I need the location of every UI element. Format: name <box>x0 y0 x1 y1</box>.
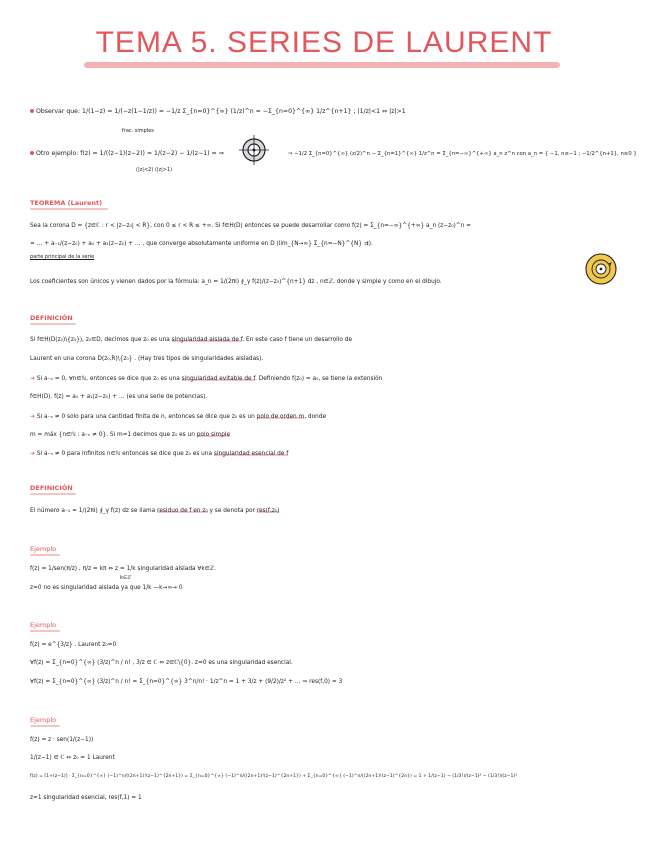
intro-observe-text: Observar que: 1/(1−z) = 1/(−z(1−1/z)) = −1/z Σ_{n=0}^{∞} (1/z)^n = −Σ_{n=0}^{∞} 1/z^{n+1} ; |1/z|<1 ⇔ |z|>1 <box>36 108 406 115</box>
definition1-line-1 <box>30 336 352 344</box>
definition2-line <box>30 507 279 515</box>
example1-line-1: f(z) = 1/sen(π/z) , π/z = kπ ⇔ z = 1/k singularidad aislada ∀k∈ℤ. <box>30 566 216 572</box>
definition1-text: . En este caso f tiene un desarrollo de <box>242 337 353 343</box>
intro-example-line <box>30 150 224 158</box>
definition1-text: , donde <box>304 414 327 420</box>
arrow-bullet-icon: ➔ <box>30 451 35 457</box>
highlight-residue: residuo de f en z₀ <box>157 508 208 514</box>
example2-line-2: ∀f(z) = Σ_{n=0}^{∞} (3/z)^n / n! , 3/z ∈ ℂ ⇔ z∈ℂ\{0}. z=0 es una singularidad esencial. <box>30 660 293 666</box>
example1-line-2: z=0 no es singularidad aislada ya que 1/k —k→∞→ 0 <box>30 585 183 591</box>
example2-line-1: f(z) = e^{3/z} . Laurent z₀=0 <box>30 642 117 648</box>
highlight-pole-order-m: polo de orden m <box>256 414 305 420</box>
definition2-text: y se denota por <box>207 508 257 514</box>
intro-example-text: Otro ejemplo: f(z) = 1/((z−1)(z−2)) = 1/(z−2) − 1/(z−1) = ⇒ <box>36 150 224 157</box>
page-title: TEMA 5. SERIES DE LAURENT <box>95 26 553 59</box>
crosshair-annulus-icon <box>238 134 270 170</box>
theorem-heading: TEOREMA (Laurent) <box>30 199 103 207</box>
example1-line-1-sub: k∈ℤ <box>120 575 131 581</box>
definition1-line-2: Laurent en una corona D(z₀,R)\{z₀} . (Hay tres tipos de singularidades aisladas). <box>30 356 264 362</box>
bullet-dot-icon <box>30 109 34 113</box>
example3-heading: Ejemplo <box>30 716 57 724</box>
definition1-bullet-1-line-2: f∈H(D). f(z) = a₀ + a₁(z−z₀) + … (es una serie de potencias). <box>30 394 208 400</box>
definition2-heading-rule <box>30 493 76 495</box>
highlight-res-notation: res(f,z₀) <box>256 508 280 514</box>
highlight-isolated-singularity: singularidad aislada de f <box>171 337 243 343</box>
definition1-bullet-2-line-2 <box>30 431 230 439</box>
example3-line-1: f(z) = z · sen(1/(z−1)) <box>30 737 94 743</box>
definition1-text: m = máx {n∈ℕ : a₋ₙ ≠ 0}. Si m=1 decimos que z₀ es un <box>30 432 195 438</box>
definition1-text: Si f∈H(D(z₀)\{z₀}), z₀∈D, decimos que z₀ es una <box>30 337 170 343</box>
theorem-principal-part: parte principal de la serie <box>30 254 95 260</box>
theorem-line-1: Sea la corona D = {z∈ℂ : r < |z−z₀| < R}, con 0 ≤ r < R ≤ +∞. Si f∈H(D) entonces se puede desarrollar como f(z) = Σ_{n=−∞}^{+∞} a_n (z−z₀)^n = <box>30 223 472 229</box>
highlight-removable-singularity: singularidad evitable de f <box>181 376 256 382</box>
definition2-text: El número a₋₁ = 1/(2πi) ∮_γ f(z) dz se llama <box>30 508 156 514</box>
example2-heading: Ejemplo <box>30 621 57 629</box>
definition1-bullet-2 <box>30 413 326 421</box>
definition1-bullet-1 <box>30 375 382 383</box>
theorem-line-4: Los coeficientes son únicos y vienen dados por la fórmula: a_n = 1/(2πi) ∮_γ f(z)/(z−z₀)^{n+1} dz , n∈ℤ, donde γ simple y como en el dibujo. <box>30 279 442 285</box>
highlight-simple-pole: polo simple <box>196 432 231 438</box>
example2-heading-rule <box>30 630 60 632</box>
title-underline <box>84 62 560 68</box>
example2-line-3: ∀f(z) = Σ_{n=0}^{∞} (3/z)^n / n! = Σ_{n=0}^{∞} 3^n/n! · 1/z^n = 1 + 3/z + (9/2)/z² + … ⇒ res(f,0) = 3 <box>30 679 343 685</box>
example-conditions: (|z|<2) (|z|>1) <box>136 167 173 173</box>
theorem-line-2: = … + a₋₁/(z−z₀) + a₀ + a₁(z−z₀) + … , que converge absolutamente uniforme en D (lim_{N→∞} Σ_{n=−N}^{N} ⇉). <box>30 241 373 247</box>
theorem-heading-rule <box>30 208 108 210</box>
arrow-bullet-icon: ➔ <box>30 414 35 420</box>
example3-heading-rule <box>30 725 60 727</box>
bullet-dot-icon <box>30 151 34 155</box>
highlight-essential-singularity: singularidad esencial de f <box>213 451 289 457</box>
example-note: frac. simples <box>122 128 154 134</box>
definition-heading-rule <box>30 323 76 325</box>
annulus-drawing-icon <box>584 252 618 290</box>
intro-observe-line <box>30 108 406 116</box>
definition-heading: DEFINICIÓN <box>30 314 73 322</box>
arrow-bullet-icon: ➔ <box>30 376 35 382</box>
definition1-text: . Definiendo f(z₀) = a₀, se tiene la extensión <box>255 376 383 382</box>
example1-heading: Ejemplo <box>30 545 57 553</box>
example1-heading-rule <box>30 554 60 556</box>
definition1-text: Si a₋ₙ ≠ 0 solo para una cantidad finita de n, entonces se dice que z₀ es un <box>36 414 255 420</box>
example3-line-2: 1/(z−1) ∈ ℂ ⇔ z₀ = 1 Laurent <box>30 755 115 761</box>
example3-line-3: f(z) = [1+(z−1)] · Σ_{n=0}^{∞} (−1)^n/((2n+1)!(z−1)^{2n+1}) = Σ_{n=0}^{∞} (−1)^n/((2n+1)!(z−1)^{2n+1}) + Σ_{n=0}^{∞} (−1)^n/((2n+1)!(z−1)^{2n}) = 1 + 1/(z−1) − (1/3!)/(z−1)² − (1/3!)/(z−1)³ <box>30 774 518 779</box>
intro-example-result: ⇒ −1/2 Σ_{n=0}^{∞} (z/2)^n − Σ_{n=1}^{∞} 1/z^n = Σ_{n=−∞}^{+∞} a_n z^n con a_n = { −1, n≤−1 ; −1/2^{n+1}, n≥0 } <box>288 151 637 157</box>
definition1-text: Si a₋ₙ ≠ 0 para infinitos n∈ℕ entonces se dice que z₀ es una <box>36 451 213 457</box>
definition1-text: Si a₋ₙ = 0, ∀n∈ℕ, entonces se dice que z₀ es una <box>36 376 180 382</box>
example3-line-4: z=1 singularidad esencial, res(f,1) = 1 <box>30 795 142 801</box>
definition2-heading: DEFINICIÓN <box>30 484 73 492</box>
definition1-bullet-3 <box>30 450 288 458</box>
